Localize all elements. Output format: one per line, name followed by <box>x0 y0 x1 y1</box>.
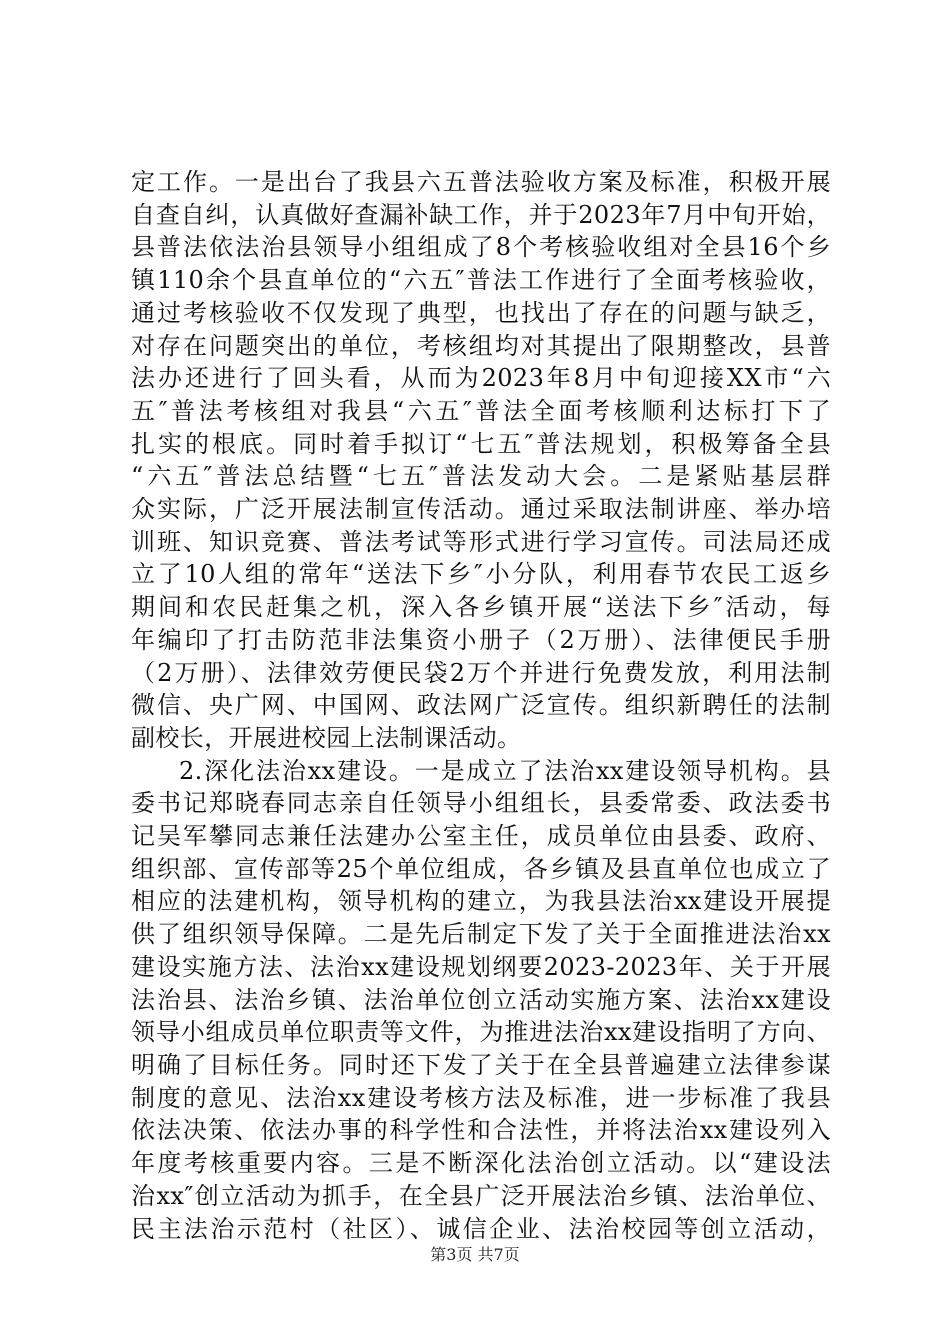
text-line: 依法决策、依法办事的科学性和合法性，并将法治xx建设列入 <box>131 1116 831 1145</box>
text-line: 委书记郑晓春同志亲自任领导小组组长，县委常委、政法委书 <box>131 789 831 818</box>
text-line: 定工作。一是出台了我县六五普法验收方案及标准，积极开展 <box>131 168 831 196</box>
text-line: 民主法治示范村（社区）、诚信企业、法治校园等创立活动， <box>131 1214 831 1243</box>
page-number: 第3页 共7页 <box>430 1245 520 1264</box>
text-line: 训班、知识竞赛、普法考试等形式进行学习宣传。司法局还成 <box>131 527 831 556</box>
text-line: 明确了目标任务。同时还下发了关于在全县普遍建立法律参谋 <box>131 1050 831 1079</box>
text-line: 治xx″创立活动为抓手，在全县广泛开展法治乡镇、法治单位、 <box>131 1181 831 1210</box>
text-line: 年编印了打击防范非法集资小册子（2万册）、法律便民手册 <box>131 625 831 654</box>
text-line: 微信、央广网、中国网、政法网广泛宣传。组织新聘任的法制 <box>131 691 831 720</box>
text-line: 副校长，开展进校园上法制课活动。 <box>131 723 522 752</box>
text-line: 立了10人组的常年“送法下乡″小分队，利用春节农民工返乡 <box>131 560 831 589</box>
text-line: 记吴军攀同志兼任法建办公室主任，成员单位由县委、政府、 <box>131 822 831 851</box>
text-line: （2万册）、法律效劳便民袋2万个并进行免费发放，利用法制 <box>131 658 831 687</box>
text-line: “六五″普法总结暨“七五″普法发动大会。二是紧贴基层群 <box>131 462 831 491</box>
text-line: 县普法依法治县领导小组组成了8个考核验收组对全县16个乡 <box>131 233 831 262</box>
section-heading-line: 2.深化法治xx建设。一是成立了法治xx建设领导机构。县 <box>179 756 831 785</box>
text-line: 相应的法建机构，领导机构的建立，为我县法治xx建设开展提 <box>131 887 831 916</box>
text-line: 五″普法考核组对我县“六五″普法全面考核顺利达标打下了 <box>131 396 831 425</box>
text-line: 组织部、宣传部等25个单位组成，各乡镇及县直单位也成立了 <box>131 854 831 883</box>
body-text <box>131 166 831 1245</box>
text-line: 对存在问题突出的单位，考核组均对其提出了限期整改，县普 <box>131 331 831 360</box>
text-line: 法办还进行了回头看，从而为2023年8月中旬迎接XX市“六 <box>131 364 831 393</box>
text-line: 众实际，广泛开展法制宣传活动。通过采取法制讲座、举办培 <box>131 495 831 524</box>
text-line: 镇110余个县直单位的“六五″普法工作进行了全面考核验收， <box>131 266 831 295</box>
text-line: 通过考核验收不仅发现了典型，也找出了存在的问题与缺乏， <box>131 298 831 327</box>
page-footer <box>0 1245 950 1265</box>
text-line: 自查自纠，认真做好查漏补缺工作，并于2023年7月中旬开始， <box>131 200 831 229</box>
text-line: 期间和农民赶集之机，深入各乡镇开展“送法下乡″活动，每 <box>131 593 831 622</box>
text-line: 年度考核重要内容。三是不断深化法治创立活动。以“建设法 <box>131 1149 831 1178</box>
text-line: 扎实的根底。同时着手拟订“七五″普法规划，积极筹备全县 <box>131 429 831 458</box>
text-line: 供了组织领导保障。二是先后制定下发了关于全面推进法治xx <box>131 920 831 949</box>
text-line: 法治县、法治乡镇、法治单位创立活动实施方案、法治xx建设 <box>131 985 831 1014</box>
text-line: 制度的意见、法治xx建设考核方法及标准，进一步标准了我县 <box>131 1083 831 1112</box>
text-line: 建设实施方法、法治xx建设规划纲要2023-2023年、关于开展 <box>131 952 831 981</box>
text-line: 领导小组成员单位职责等文件，为推进法治xx建设指明了方向、 <box>131 1018 831 1047</box>
